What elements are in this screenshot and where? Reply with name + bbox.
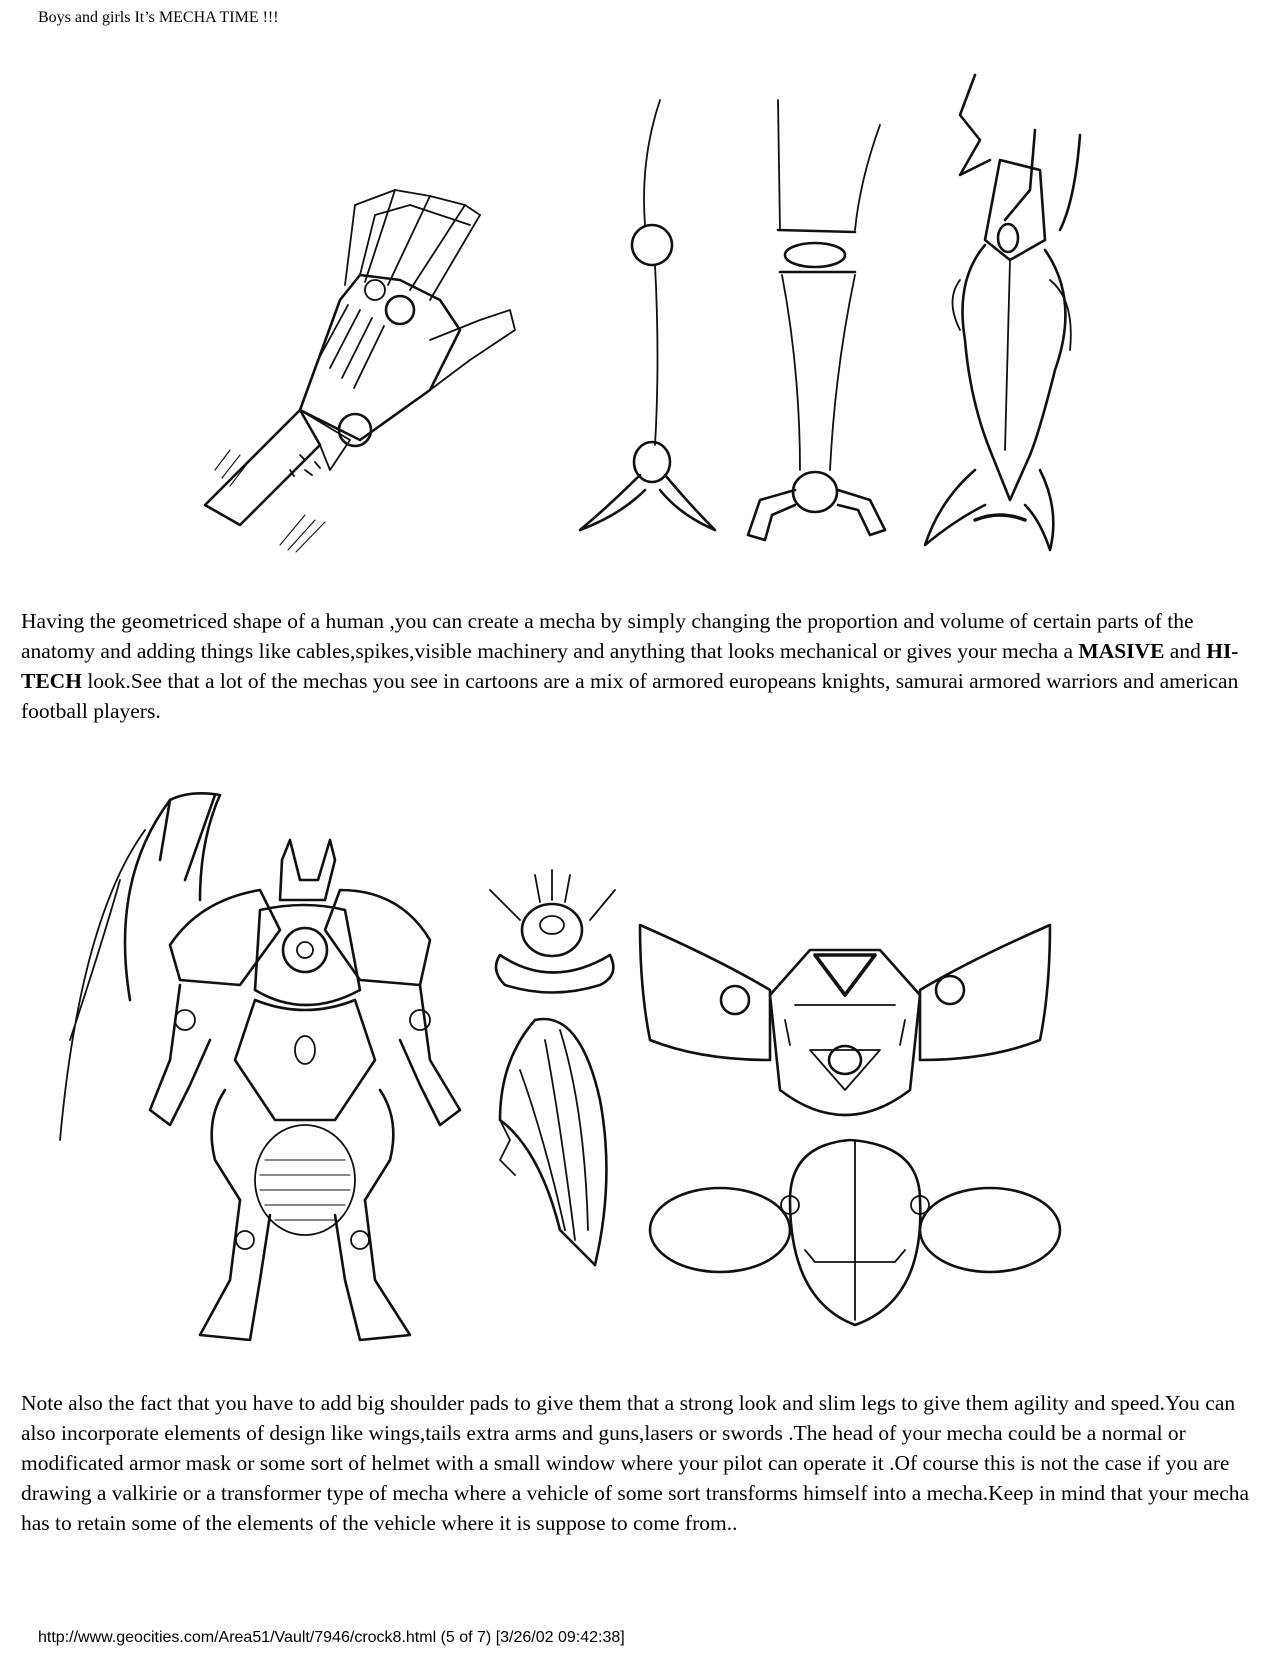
emphasis-masive: MASIVE bbox=[1078, 639, 1165, 663]
notes-paragraph: Note also the fact that you have to add big shoulder pads to give them that a strong look and slim legs to give them agility and speed.You can also incorporate elements of design like wings,tails extra arms and guns,lasers or swords .The head of your mecha could be a normal or modificated armor mask or some sort of helmet with a small window where your pilot can operate it .Of course this is not the case if you are drawing a valkirie or a transformer type of mecha where a vehicle of some sort transforms himself into a mecha.Keep in mind that your mecha has to retain some of the elements of the vehicle where it is suppose to come from.. bbox=[21, 1391, 1250, 1535]
page-footer-url: http://www.geocities.com/Area51/Vault/7946/crock8.html (5 of 7) [3/26/02 09:42:38] bbox=[38, 1629, 625, 1646]
mecha-chest-frame-sketch bbox=[650, 1140, 1060, 1325]
mecha-wing-sketch bbox=[500, 1019, 606, 1265]
intro-paragraph: Having the geometriced shape of a human ,you can create a mecha by simply changing the proportion and volume of certain parts of the anatomy and adding things like cables,spikes,visible machinery and anything that looks mechanical or gives your mecha a MASIVE and HI-TECH look.See that a lot of the mechas you see in cartoons are a mix of armored europeans knights, samurai armored warriors and american football players. bbox=[21, 609, 1239, 723]
page-header: Boys and girls It’s MECHA TIME !!! bbox=[38, 9, 279, 26]
mecha-hand-sketch bbox=[205, 190, 515, 552]
small-mecha-head-sketch bbox=[490, 870, 615, 993]
mecha-leg-sketch-3 bbox=[925, 75, 1080, 550]
sketch-hand-and-legs bbox=[0, 0, 1280, 570]
mecha-leg-sketch-1 bbox=[580, 100, 715, 530]
emphasis-hi-tech: HI-TECH bbox=[21, 639, 1239, 693]
mecha-leg-sketch-2 bbox=[748, 100, 885, 540]
full-mecha-figure-sketch bbox=[60, 793, 460, 1340]
mecha-chest-armor-sketch bbox=[640, 925, 1050, 1115]
